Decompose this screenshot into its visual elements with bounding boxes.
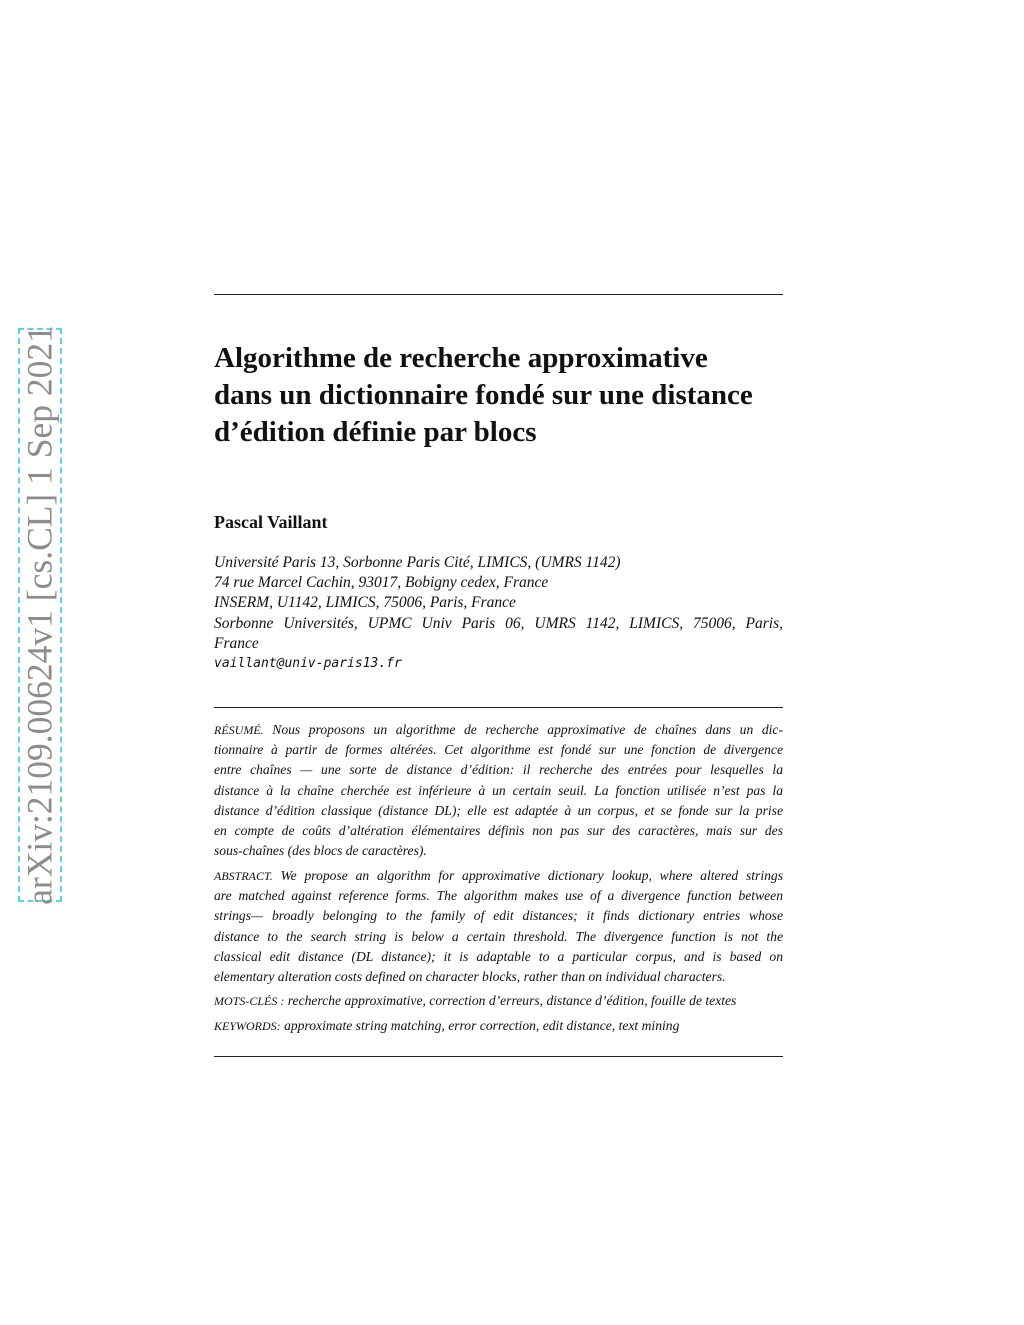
abstract-line: distance to the search string is below a certain threshold. The divergence function is not the [214, 928, 783, 944]
resume-line: sous-chaînes (des blocs de caractères). [214, 843, 427, 859]
abstract-line: classical edit distance (DL distance); it is adaptable to a particular corpus, and is based on [214, 948, 783, 964]
abstract-paragraph [214, 866, 783, 987]
top-rule [214, 294, 783, 295]
affiliation-line: INSERM, U1142, LIMICS, 75006, Paris, France [214, 594, 516, 612]
affiliation-line: France [214, 634, 259, 652]
affiliation-line: Sorbonne Universités, UPMC Univ Paris 06, UMRS 1142, LIMICS, 75006, Paris, [214, 614, 783, 632]
resume-paragraph [214, 720, 783, 861]
keywords-en [214, 1016, 783, 1036]
keywords-en-text: approximate string matching, error correction, edit distance, text mining [284, 1018, 680, 1033]
abstract-label: ABSTRACT. [214, 869, 273, 883]
resume-line: tionnaire à partir de formes altérées. Cet algorithme est fondé sur une fonction de divergence [214, 742, 783, 758]
arxiv-identifier: arXiv:2109.00624v1 [cs.CL] 1 Sep 2021 [19, 325, 60, 905]
abstract-line: strings— broadly belonging to the family of edit distances; it finds dictionary entries whose [214, 908, 783, 924]
affiliation-line: 74 rue Marcel Cachin, 93017, Bobigny cedex, France [214, 574, 549, 592]
title-line: d’édition définie par blocs [214, 416, 537, 448]
keywords-fr-label: MOTS-CLÉS : [214, 994, 285, 1008]
abstract-top-rule [214, 707, 783, 708]
affiliation-block [214, 553, 783, 674]
title-line: dans un dictionnaire fondé sur une distance [214, 379, 753, 411]
keywords-fr-text: recherche approximative, correction d’erreurs, distance d’édition, fouille de textes [287, 993, 737, 1008]
resume-line: en compte de coûts d’altération élémentaires définis non pas sur des caractères, mais sur des [214, 823, 783, 839]
resume-label: RÉSUMÉ. [214, 723, 264, 737]
resume-line: entre chaînes — une sorte de distance d’édition: il recherche des entrées pour lesquelles la [214, 762, 783, 778]
resume-line: distance à la chaîne cherchée est inférieure à un certain seuil. La fonction utilisée n’est pas la [214, 782, 783, 798]
author-email[interactable]: vaillant@univ-paris13.fr [214, 656, 402, 672]
keywords-en-label: KEYWORDS: [214, 1019, 281, 1033]
affiliation-line: Université Paris 13, Sorbonne Paris Cité, LIMICS, (UMRS 1142) [214, 554, 621, 571]
abstract-line: elementary alteration costs defined on character blocks, rather than on individual characters. [214, 969, 726, 985]
paper-title [214, 340, 794, 451]
resume-line: distance d’édition classique (distance DL); elle est adaptée à un corpus, et se fonde sur la prise [214, 802, 783, 818]
author-name: Pascal Vaillant [214, 512, 328, 532]
abstract-line: ABSTRACT. We propose an algorithm for approximative dictionary lookup, where altered strings [214, 868, 783, 883]
resume-line: RÉSUMÉ. Nous proposons un algorithme de recherche approximative de chaînes dans un dic- [214, 722, 783, 737]
keywords-fr [214, 991, 783, 1011]
arxiv-stamp [18, 325, 62, 905]
abstract-line: are matched against reference forms. The algorithm makes use of a divergence function between [214, 888, 783, 904]
abstract-bottom-rule [214, 1056, 783, 1057]
title-line: Algorithme de recherche approximative [214, 342, 708, 374]
